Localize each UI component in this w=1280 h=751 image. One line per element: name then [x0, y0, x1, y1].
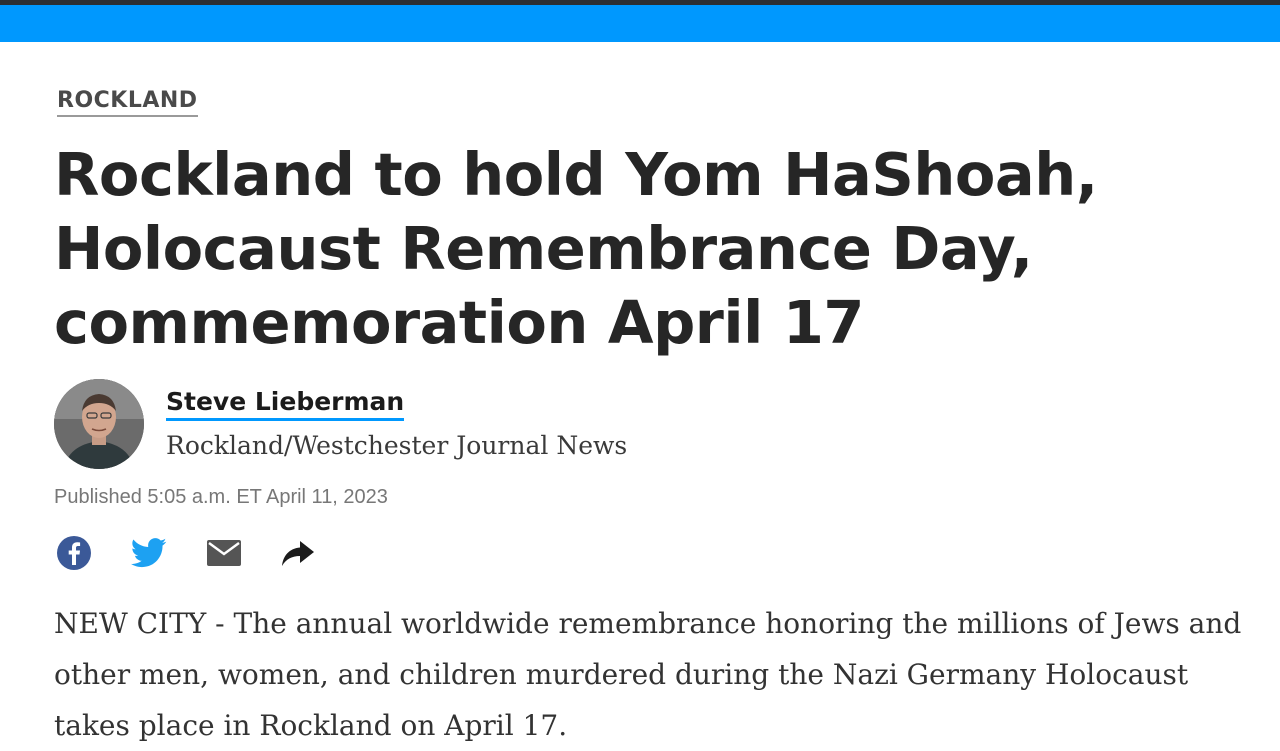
author-organization: Rockland/Westchester Journal News: [166, 431, 628, 460]
share-more-button[interactable]: [278, 533, 318, 573]
published-timestamp: Published 5:05 a.m. ET April 11, 2023: [54, 486, 388, 508]
email-icon: [207, 540, 241, 566]
site-header-bar: [0, 5, 1280, 42]
share-twitter-button[interactable]: [129, 533, 169, 573]
author-photo: [54, 379, 144, 469]
facebook-icon: [56, 535, 92, 571]
author-name-link[interactable]: Steve Lieberman: [166, 386, 404, 421]
author-avatar[interactable]: [54, 379, 144, 469]
twitter-icon: [131, 538, 167, 568]
share-email-button[interactable]: [204, 533, 244, 573]
article-body-paragraph: NEW CITY - The annual worldwide remembrance honoring the millions of Jews and other men, women, and children murdered during the Nazi Germany Holocaust takes place in Rockland on April 17.: [54, 607, 1242, 742]
share-facebook-button[interactable]: [54, 533, 94, 573]
section-link[interactable]: ROCKLAND: [57, 88, 198, 117]
article-headline: Rockland to hold Yom HaShoah, Holocaust Remembrance Day, commemoration April 17: [54, 140, 1098, 357]
share-arrow-icon: [281, 539, 315, 567]
